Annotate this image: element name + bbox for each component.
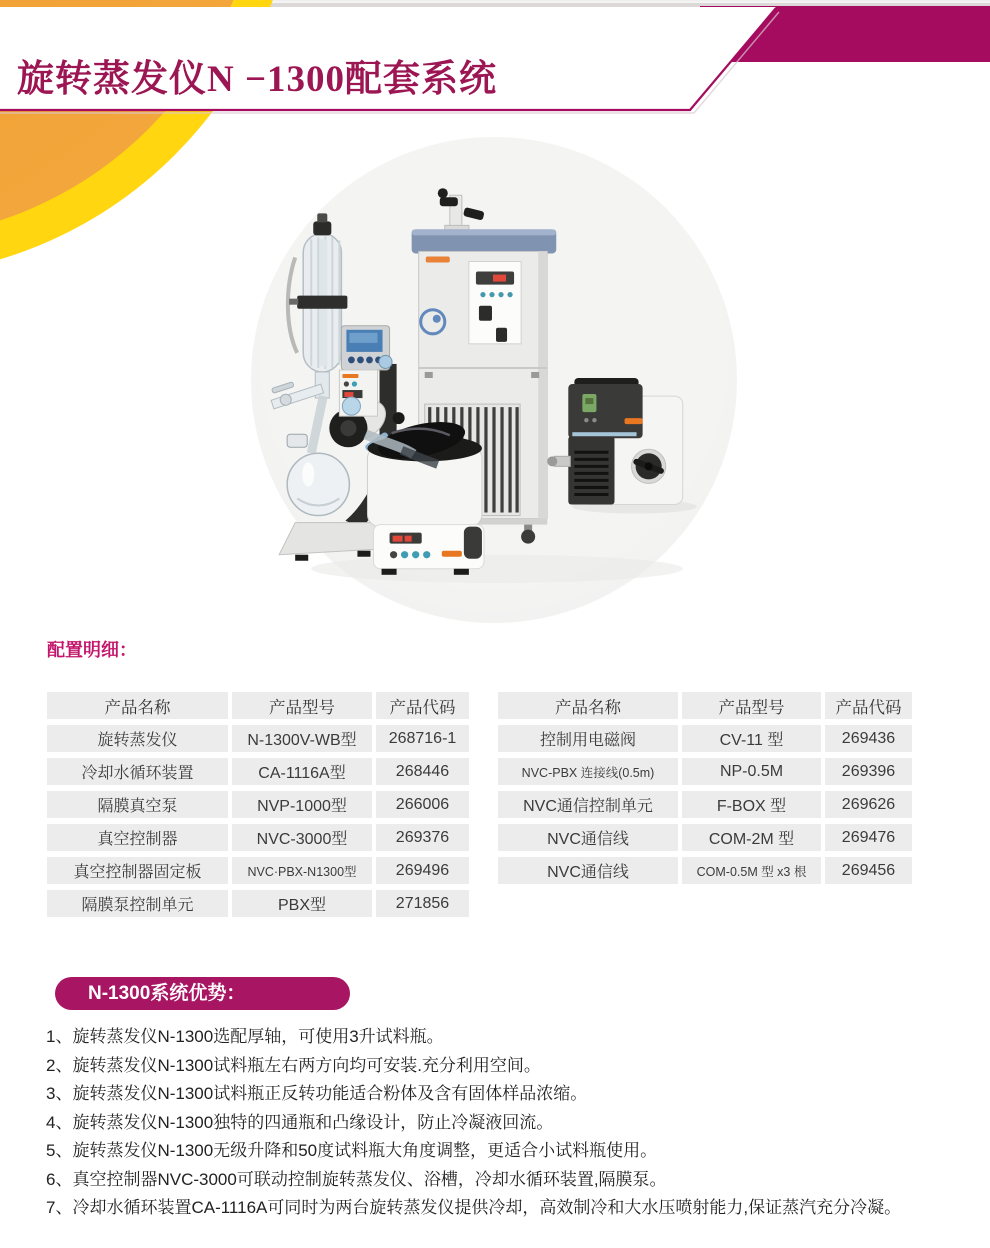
page-title: 旋转蒸发仪N −1300配套系统 <box>17 59 498 100</box>
table-cell: 269456 <box>825 857 912 884</box>
table-header-cell: 产品名称 <box>47 692 228 719</box>
table-cell: 269376 <box>376 824 469 851</box>
table-cell: 旋转蒸发仪 <box>47 725 228 752</box>
product-photo-circle <box>251 137 737 623</box>
table-cell: 269396 <box>825 758 912 785</box>
table-cell: 269476 <box>825 824 912 851</box>
table-cell: NVP-1000型 <box>232 791 372 818</box>
advantage-item: 2、旋转蒸发仪N-1300试料瓶左右两方向均可安装.充分利用空间。 <box>46 1055 541 1075</box>
lab-equipment-illustration <box>251 137 737 623</box>
table-header-cell: 产品名称 <box>498 692 678 719</box>
advantages-banner <box>55 977 350 1010</box>
table-header-cell: 产品型号 <box>232 692 372 719</box>
table-cell: 269626 <box>825 791 912 818</box>
table-cell: NVC通信控制单元 <box>498 791 678 818</box>
table-cell: COM-0.5M 型 x3 根 <box>682 857 821 884</box>
config-details-label: 配置明细： <box>47 640 137 660</box>
table-cell: 271856 <box>376 890 469 917</box>
table-cell: 冷却水循环装置 <box>47 758 228 785</box>
advantage-item: 3、旋转蒸发仪N-1300试料瓶正反转功能适合粉体及含有固体样品浓缩。 <box>46 1084 588 1103</box>
advantages-list <box>46 1028 976 1228</box>
table-cell: NP-0.5M <box>682 758 821 785</box>
table-cell: COM-2M 型 <box>682 824 821 851</box>
table-cell: 控制用电磁阀 <box>498 725 678 752</box>
table-cell: NVC·PBX-N1300型 <box>232 857 372 884</box>
table-cell: CV-11 型 <box>682 725 821 752</box>
table-cell: NVC-3000型 <box>232 824 372 851</box>
left-product-table <box>47 692 469 917</box>
table-header-cell: 产品型号 <box>682 692 821 719</box>
table-cell: PBX型 <box>232 890 372 917</box>
table-cell: 真空控制器固定板 <box>47 857 228 884</box>
table-cell: 真空控制器 <box>47 824 228 851</box>
advantages-banner-label: N-1300系统优势： <box>88 983 246 1004</box>
advantage-item: 5、旋转蒸发仪N-1300无级升降和50度试料瓶大角度调整，更适合小试料瓶使用。 <box>46 1141 658 1160</box>
table-cell: 269496 <box>376 857 469 884</box>
table-cell: N-1300V-WB型 <box>232 725 372 752</box>
table-cell: NVC-PBX 连接线(0.5m) <box>498 758 678 785</box>
table-cell: NVC通信线 <box>498 857 678 884</box>
table-cell: NVC通信线 <box>498 824 678 851</box>
advantage-item: 6、真空控制器NVC-3000可联动控制旋转蒸发仪、浴槽，冷却水循环装置,隔膜泵。 <box>46 1169 667 1189</box>
table-cell: 266006 <box>376 791 469 818</box>
table-cell: 隔膜泵控制单元 <box>47 890 228 917</box>
table-cell: 269436 <box>825 725 912 752</box>
table-cell: 268716-1 <box>376 725 469 752</box>
advantage-item: 7、冷却水循环装置CA-1116A可同时为两台旋转蒸发仪提供冷却，高效制冷和大水压喷射能力,保证蒸汽充分冷凝。 <box>46 1198 902 1217</box>
table-cell: 隔膜真空泵 <box>47 791 228 818</box>
table-cell: CA-1116A型 <box>232 758 372 785</box>
table-cell: 268446 <box>376 758 469 785</box>
right-product-table <box>498 692 912 884</box>
table-header-cell: 产品代码 <box>376 692 469 719</box>
advantage-item: 1、旋转蒸发仪N-1300选配厚轴，可使用3升试料瓶。 <box>46 1027 444 1046</box>
table-cell: F-BOX 型 <box>682 791 821 818</box>
advantage-item: 4、旋转蒸发仪N-1300独特的四通瓶和凸缘设计，防止冷凝液回流。 <box>46 1112 554 1132</box>
vacuum-pump <box>547 378 697 514</box>
table-header-cell: 产品代码 <box>825 692 912 719</box>
